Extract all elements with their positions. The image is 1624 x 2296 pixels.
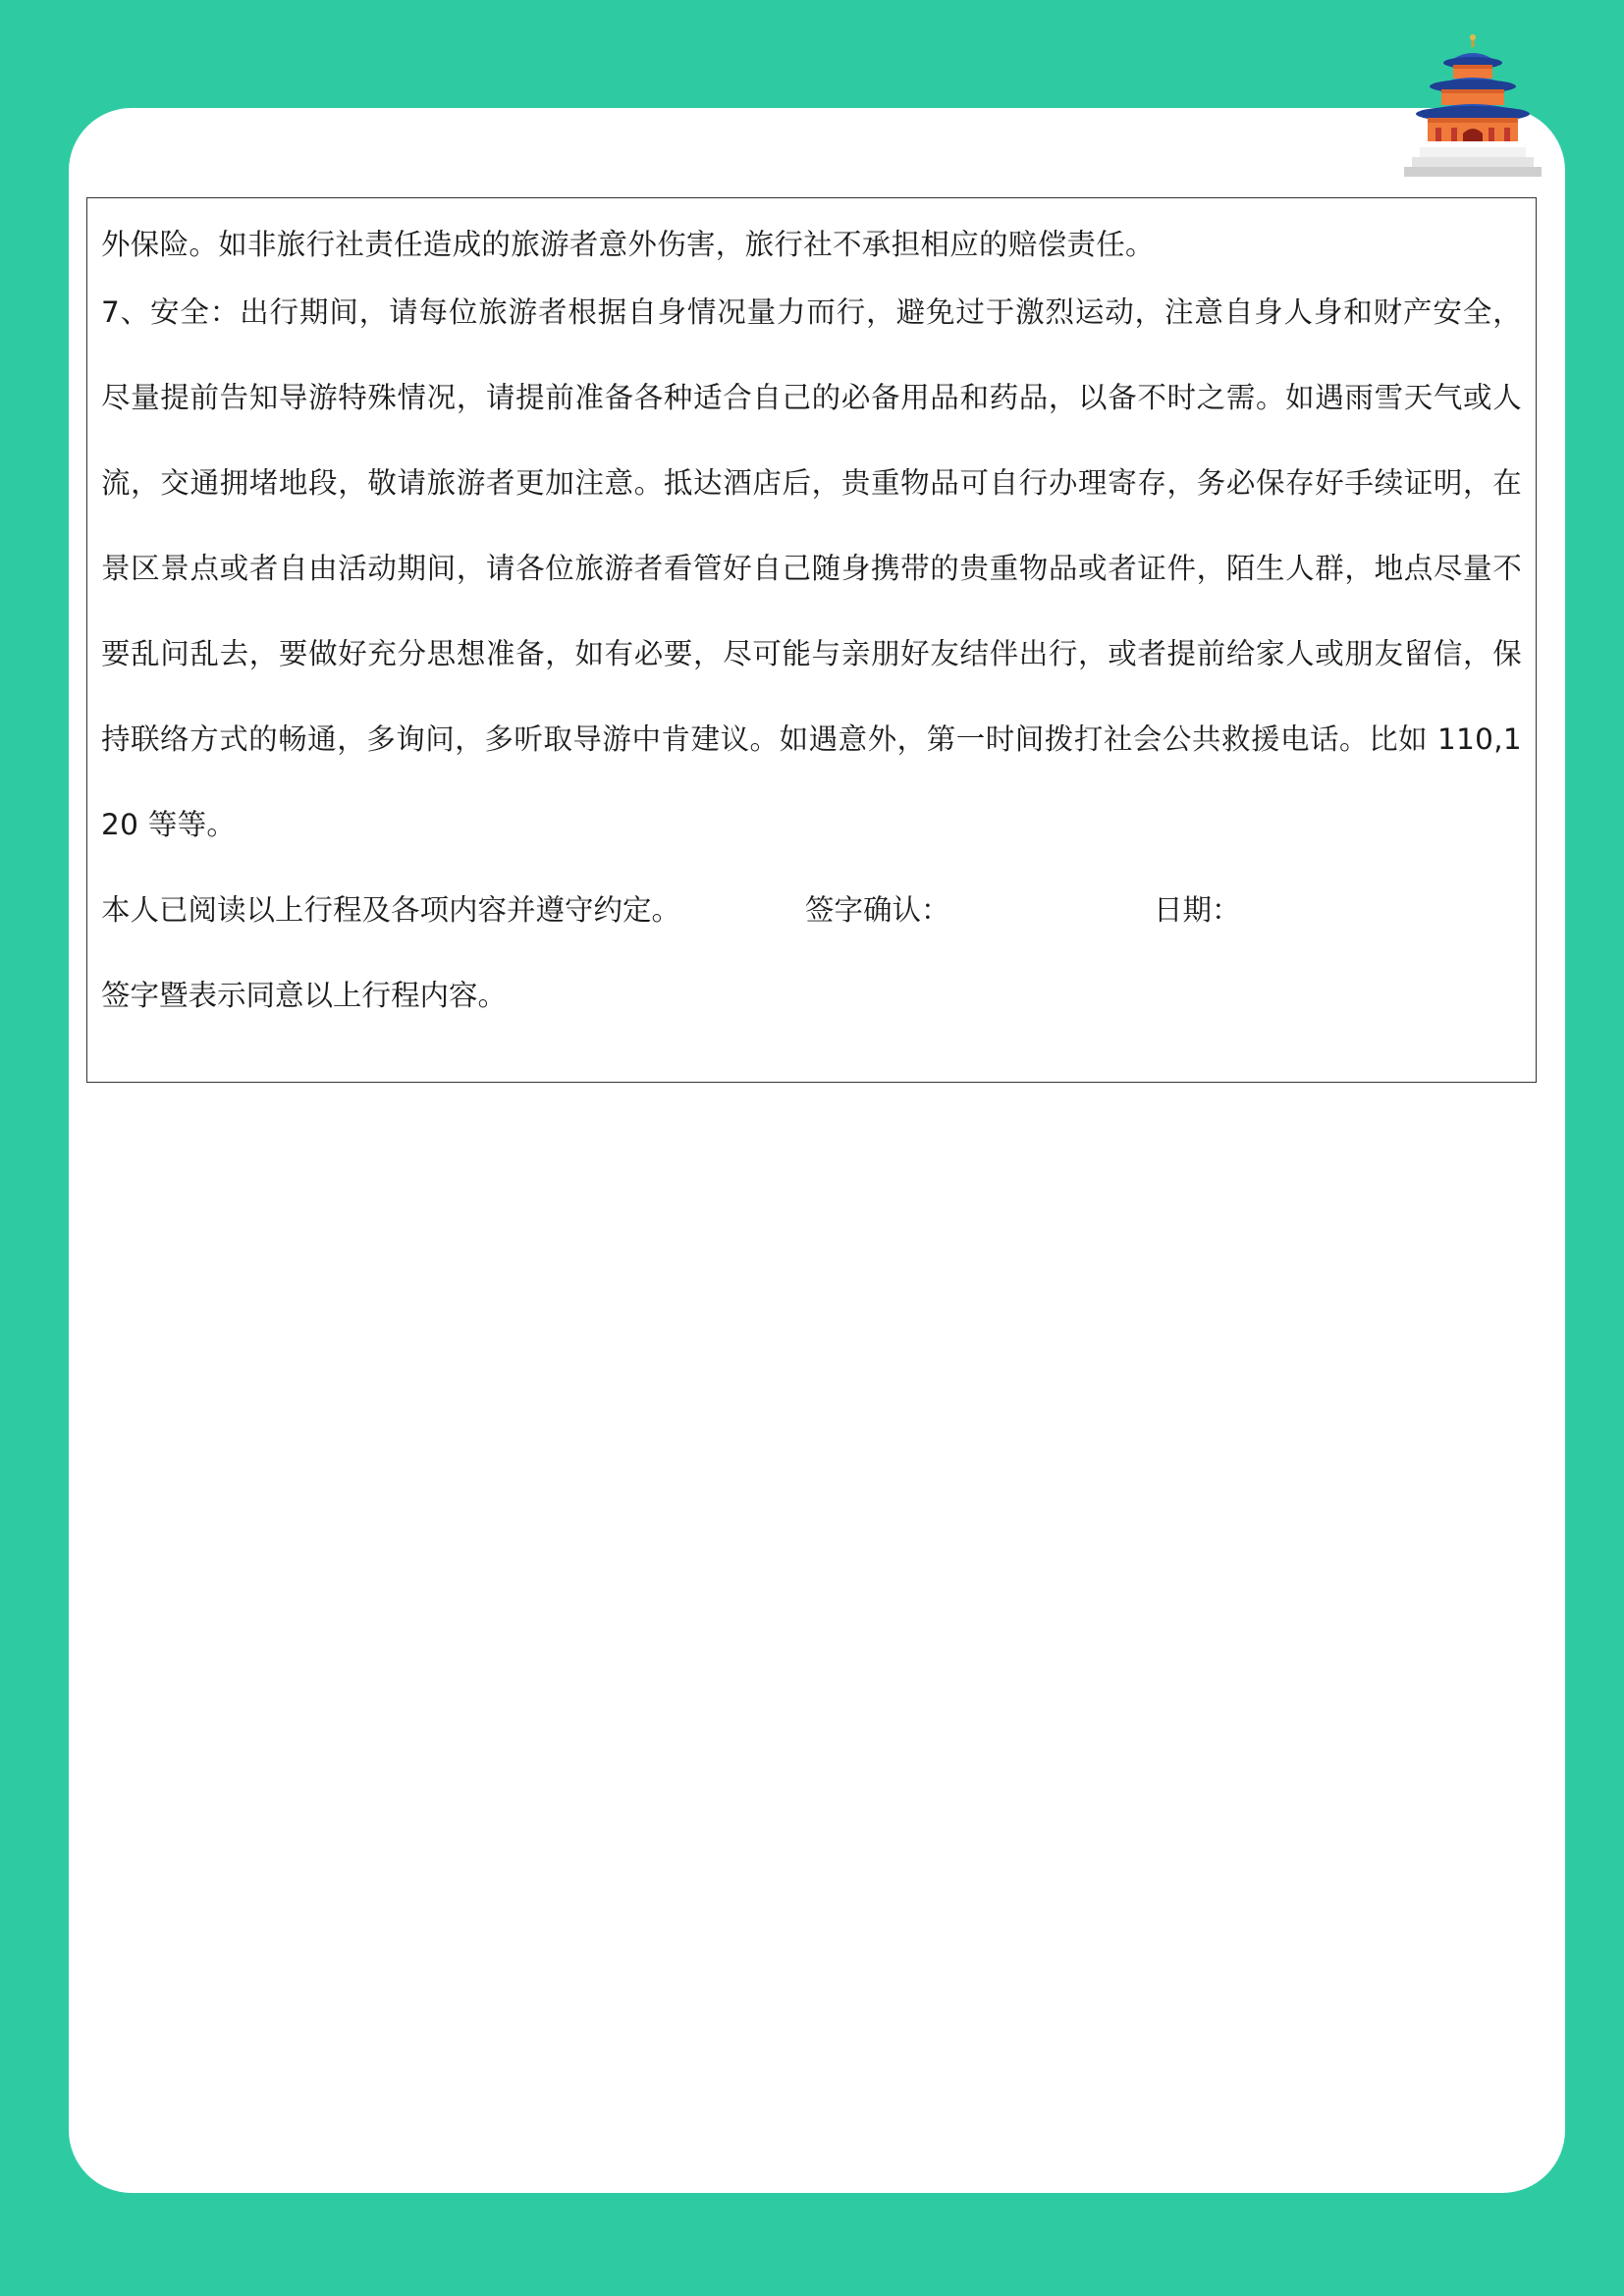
read-statement: 本人已阅读以上行程及各项内容并遵守约定。 — [101, 893, 681, 927]
signature-label: 签字确认： — [805, 893, 950, 927]
itinerary-terms-box — [86, 197, 1537, 1083]
signature-row — [101, 868, 1522, 953]
temple-of-heaven-icon — [1402, 33, 1543, 187]
insurance-paragraph-continuation: 外保险。如非旅行社责任造成的旅游者意外伤害，旅行社不承担相应的赔偿责任。 — [101, 228, 1155, 261]
date-label: 日期： — [1154, 893, 1241, 927]
safety-paragraph: 7、安全：出行期间，请每位旅游者根据自身情况量力而行，避免过于激烈运动，注意自身人身和财产安全，尽量提前告知导游特殊情况，请提前准备各种适合自己的必备用品和药品，以备不时之需。如遇雨雪天气或人流，交通拥堵地段，敬请旅游者更加注意。抵达酒店后，贵重物品可自行办理寄存，务必保存好手续证明，在景区景点或者自由活动期间，请各位旅游者看管好自己随身携带的贵重物品或者证件，陌生人群，地点尽量不要乱问乱去，要做好充分思想准备，如有必要，尽可能与亲朋好友结伴出行，或者提前给家人或朋友留信，保持联络方式的畅通，多询问，多听取导游中肯建议。如遇意外，第一时间拨打社会公共救援电话。比如 110,120 等等。 — [101, 295, 1522, 841]
agree-statement: 签字暨表示同意以上行程内容。 — [101, 979, 508, 1012]
